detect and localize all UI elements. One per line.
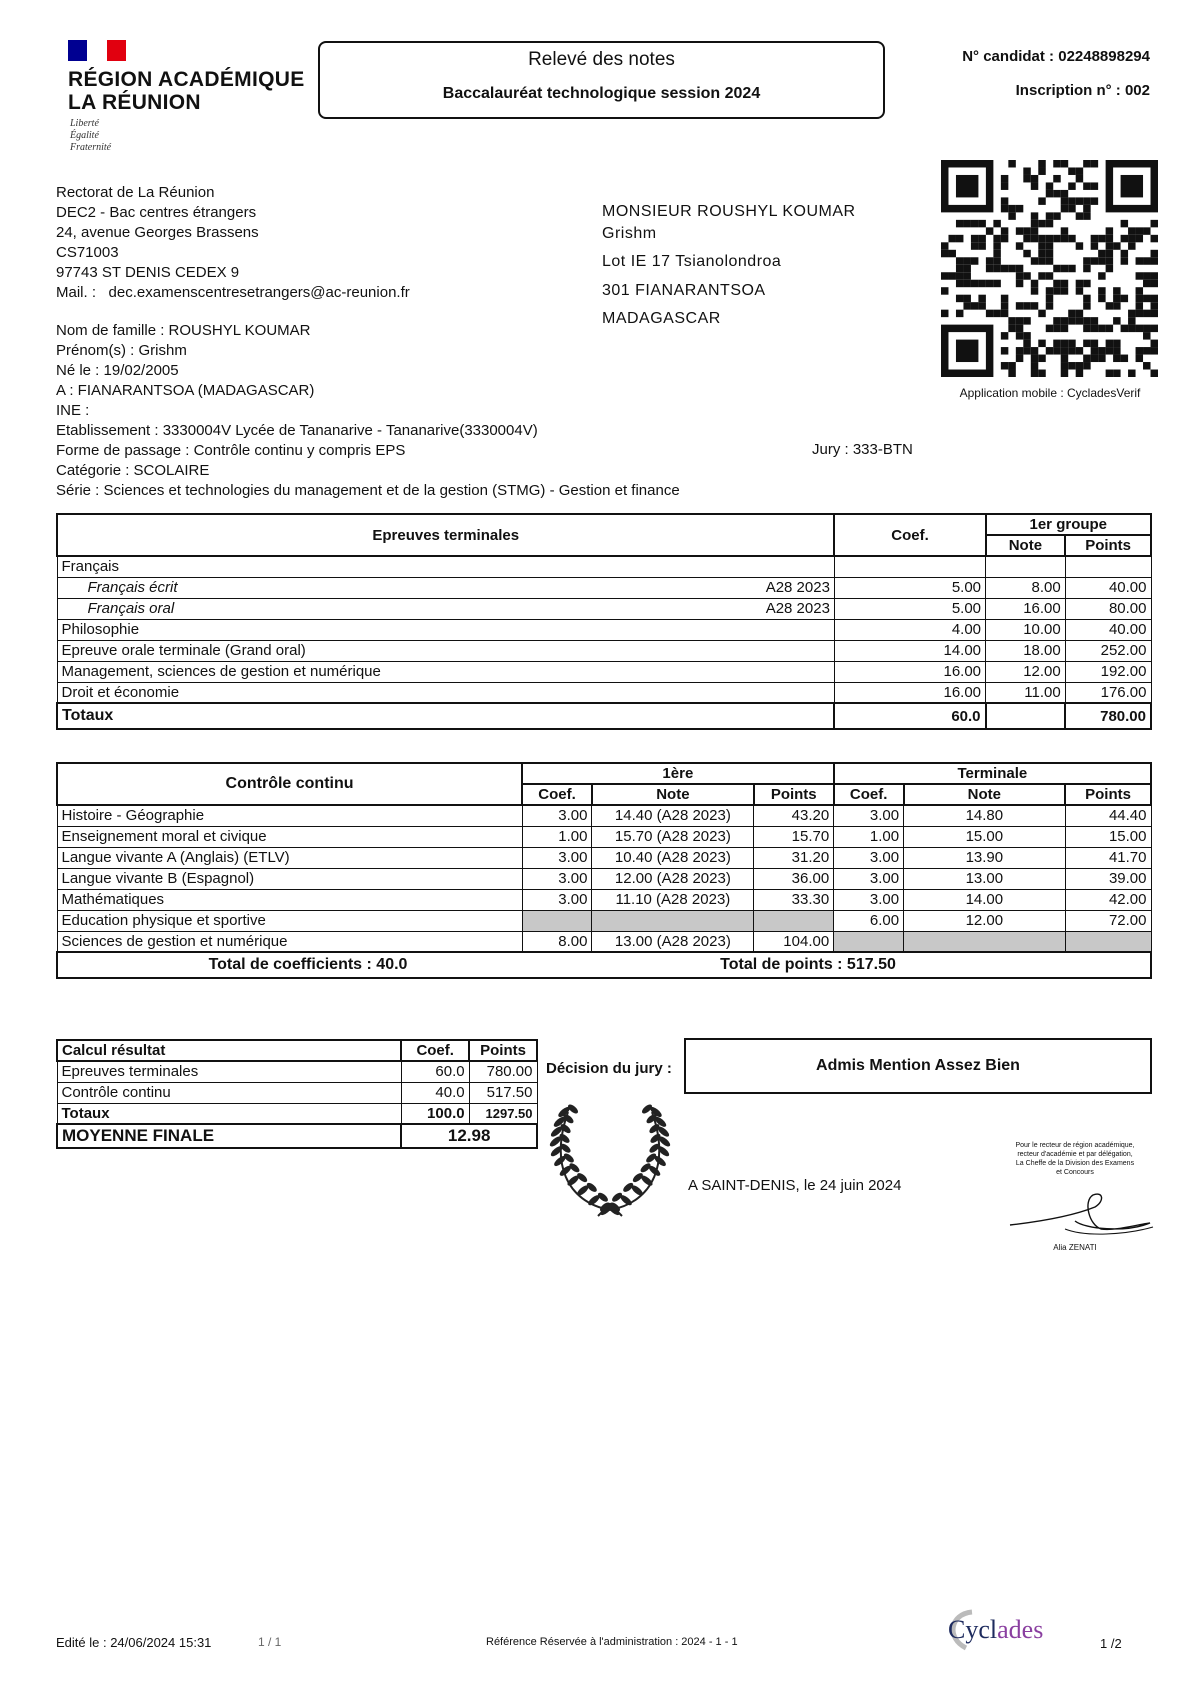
document-subtitle: Baccalauréat technologique session 2024 (442, 85, 761, 102)
document-title-box (318, 41, 885, 119)
calcul-total-points: 1297.50 (469, 1103, 537, 1124)
coef-final: 3.00 (834, 868, 904, 889)
note-final: 14.80 (904, 805, 1066, 826)
note-2-header: Note (904, 784, 1066, 805)
subject-coef (834, 556, 985, 577)
table-row (57, 847, 1151, 868)
controle-continu-table (56, 762, 1152, 979)
subject-points: 40.00 (1065, 619, 1151, 640)
calcul-row-points: 517.50 (469, 1082, 537, 1103)
coef-first: 3.00 (522, 847, 592, 868)
subject-session (762, 682, 835, 703)
table-row (57, 910, 1151, 931)
recipient-address: MONSIEUR ROUSHYL KOUMAR Grishm Lot IE 17 Tsianolondroa 301 FIANARANTSOA MADAGASCAR (602, 203, 856, 327)
qr-code-icon (941, 160, 1158, 377)
subject-session (762, 640, 835, 661)
subject-coef: 14.00 (834, 640, 985, 661)
subject-note: 10.00 (986, 619, 1066, 640)
laurel-seal-icon (546, 1092, 674, 1224)
table-row (57, 619, 1151, 640)
marianne-flag-icon (68, 40, 126, 61)
points-final: 41.70 (1065, 847, 1151, 868)
cyclades-logo-start: Cycl (948, 1615, 998, 1644)
total-points: Total de points : 517.50 (720, 956, 896, 973)
subject-label: Français oral (57, 598, 762, 619)
note-final: 13.00 (904, 868, 1066, 889)
epreuves-total-points: 780.00 (1065, 703, 1151, 729)
calcul-total-label: Totaux (57, 1103, 401, 1124)
subject-points: 252.00 (1065, 640, 1151, 661)
subject-note (986, 556, 1066, 577)
points-final: 42.00 (1065, 889, 1151, 910)
coef-final: 3.00 (834, 805, 904, 826)
subject-note: 16.00 (986, 598, 1066, 619)
note-final: 13.90 (904, 847, 1066, 868)
coef-first: 1.00 (522, 826, 592, 847)
coef-2-header: Coef. (834, 784, 904, 805)
subject-label: Mathématiques (57, 889, 522, 910)
controle-totals (57, 952, 1151, 978)
subject-label: Histoire - Géographie (57, 805, 522, 826)
calcul-row-label: Contrôle continu (57, 1082, 401, 1103)
table-row (57, 805, 1151, 826)
subject-label: Français (57, 556, 762, 577)
decision-label: Décision du jury : (546, 1060, 672, 1077)
note-1-header: Note (592, 784, 754, 805)
region-brand: RÉGION ACADÉMIQUE LA RÉUNION (68, 68, 305, 114)
subject-points: 80.00 (1065, 598, 1151, 619)
subject-coef: 4.00 (834, 619, 985, 640)
calcul-row-points: 780.00 (469, 1061, 537, 1082)
first-year-header: 1ère (522, 763, 834, 784)
coef-final (834, 931, 904, 952)
subject-label: Philosophie (57, 619, 762, 640)
table-row (57, 556, 1151, 577)
subject-session: A28 2023 (762, 598, 835, 619)
points-final: 44.40 (1065, 805, 1151, 826)
table-row (57, 661, 1151, 682)
subject-label: Droit et économie (57, 682, 762, 703)
controle-header: Contrôle continu (57, 763, 522, 805)
cyclades-logo (948, 1615, 1043, 1645)
calcul-row-coef: 60.0 (401, 1061, 469, 1082)
subject-label: Enseignement moral et civique (57, 826, 522, 847)
coef-first: 3.00 (522, 889, 592, 910)
coef-first: 8.00 (522, 931, 592, 952)
coef-final: 3.00 (834, 847, 904, 868)
note-first: 13.00 (A28 2023) (592, 931, 754, 952)
note-final: 12.00 (904, 910, 1066, 931)
points-1-header: Points (754, 784, 834, 805)
subject-session (762, 661, 835, 682)
points-final: 39.00 (1065, 868, 1151, 889)
points-first: 31.20 (754, 847, 834, 868)
note-first: 10.40 (A28 2023) (592, 847, 754, 868)
table-row (57, 682, 1151, 703)
note-first: 15.70 (A28 2023) (592, 826, 754, 847)
subject-points: 176.00 (1065, 682, 1151, 703)
subject-points: 40.00 (1065, 577, 1151, 598)
coef-final: 6.00 (834, 910, 904, 931)
note-final: 14.00 (904, 889, 1066, 910)
qr-caption: Application mobile : CycladesVerif (959, 386, 1141, 400)
calcul-points-header: Points (469, 1040, 537, 1061)
subject-label: Langue vivante B (Espagnol) (57, 868, 522, 889)
points-first: 43.20 (754, 805, 834, 826)
epreuves-total-label: Totaux (57, 703, 834, 729)
note-first: 11.10 (A28 2023) (592, 889, 754, 910)
coef-first: 3.00 (522, 868, 592, 889)
calcul-row-label: Epreuves terminales (57, 1061, 401, 1082)
epreuves-terminales-table (56, 513, 1152, 730)
note-first (592, 910, 754, 931)
sender-address: Rectorat de La Réunion DEC2 - Bac centres étrangers 24, avenue Georges Brassens CS71003 97743 ST DENIS CEDEX 9 Mail. : dec.examenscentresetrangers@ac-reunion.fr (56, 184, 410, 301)
table-row (57, 826, 1151, 847)
subject-label: Management, sciences de gestion et numérique (57, 661, 762, 682)
admin-reference: Référence Réservée à l'administration : 2024 - 1 - 1 (486, 1636, 738, 1648)
note-final (904, 931, 1066, 952)
republic-motto: Liberté Égalité Fraternité (70, 118, 112, 153)
final-year-header: Terminale (834, 763, 1151, 784)
inscription-number: Inscription n° : 002 (1015, 82, 1150, 99)
document-title: Relevé des notes (528, 49, 675, 70)
signatory-name: Alia ZENATI (1053, 1243, 1097, 1252)
edited-date: Edité le : 24/06/2024 15:31 (56, 1635, 212, 1650)
signatory-title: Pour le recteur de région académique, recteur d'académie et par délégation, La Cheffe de la Division des Examens et Concours (1015, 1142, 1135, 1176)
subject-label: Sciences de gestion et numérique (57, 931, 522, 952)
note-header: Note (986, 535, 1066, 556)
points-first: 15.70 (754, 826, 834, 847)
note-first: 12.00 (A28 2023) (592, 868, 754, 889)
total-coefficients: Total de coefficients : 40.0 (208, 956, 408, 973)
subject-note: 12.00 (986, 661, 1066, 682)
note-final: 15.00 (904, 826, 1066, 847)
candidate-number: N° candidat : 02248898294 (962, 48, 1150, 65)
subject-coef: 16.00 (834, 682, 985, 703)
table-row (57, 640, 1151, 661)
points-first: 33.30 (754, 889, 834, 910)
note-first: 14.40 (A28 2023) (592, 805, 754, 826)
coef-header: Coef. (834, 514, 985, 556)
coef-first (522, 910, 592, 931)
points-first (754, 910, 834, 931)
calcul-resultat-table (56, 1039, 538, 1149)
subject-session (762, 619, 835, 640)
points-first: 104.00 (754, 931, 834, 952)
subject-session: A28 2023 (762, 577, 835, 598)
jury-decision: Admis Mention Assez Bien (684, 1038, 1152, 1094)
subject-label: Langue vivante A (Anglais) (ETLV) (57, 847, 522, 868)
points-2-header: Points (1065, 784, 1151, 805)
final-average-value: 12.98 (401, 1124, 537, 1148)
subject-points: 192.00 (1065, 661, 1151, 682)
subject-points (1065, 556, 1151, 577)
points-final: 72.00 (1065, 910, 1151, 931)
calcul-coef-header: Coef. (401, 1040, 469, 1061)
table-row (57, 577, 1151, 598)
group-header: 1er groupe (986, 514, 1151, 535)
subject-label: Epreuve orale terminale (Grand oral) (57, 640, 762, 661)
epreuves-total-coef: 60.0 (834, 703, 985, 729)
final-average-label: MOYENNE FINALE (57, 1124, 401, 1148)
page-number: 1 /2 (1100, 1636, 1122, 1651)
table-row (57, 868, 1151, 889)
candidate-identity: Nom de famille : ROUSHYL KOUMAR Prénom(s) : Grishm Né le : 19/02/2005 A : FIANARANTSOA (MADAGASCAR) INE : Etablissement : 3330004V Lycée de Tananarive - Tananarive(3330004V) Forme de passage : Contrôle continu y compris EPS Catégorie : SCOLAIRE Série : Sciences et technologies du management et de la gestion (STMG) - Gestion et finance (56, 322, 680, 499)
place-date: A SAINT-DENIS, le 24 juin 2024 (688, 1177, 902, 1194)
calcul-row-coef: 40.0 (401, 1082, 469, 1103)
points-final (1065, 931, 1151, 952)
sender-mail: dec.examenscentresetrangers@ac-reunion.fr (108, 284, 410, 301)
coef-first: 3.00 (522, 805, 592, 826)
jury-code: Jury : 333-BTN (812, 441, 913, 458)
subject-label: Education physique et sportive (57, 910, 522, 931)
subject-coef: 5.00 (834, 598, 985, 619)
subject-note: 8.00 (986, 577, 1066, 598)
points-header: Points (1065, 535, 1151, 556)
subject-coef: 16.00 (834, 661, 985, 682)
subject-label: Français écrit (57, 577, 762, 598)
calcul-total-coef: 100.0 (401, 1103, 469, 1124)
coef-final: 3.00 (834, 889, 904, 910)
coef-final: 1.00 (834, 826, 904, 847)
subject-session (762, 556, 835, 577)
inner-page-count: 1 / 1 (258, 1635, 282, 1649)
points-final: 15.00 (1065, 826, 1151, 847)
epreuves-header: Epreuves terminales (57, 514, 834, 556)
subject-note: 11.00 (986, 682, 1066, 703)
calcul-header: Calcul résultat (57, 1040, 401, 1061)
cyclades-logo-end: ades (997, 1615, 1044, 1644)
signature-icon (1005, 1185, 1155, 1245)
table-row (57, 931, 1151, 952)
subject-note: 18.00 (986, 640, 1066, 661)
coef-1-header: Coef. (522, 784, 592, 805)
table-row (57, 598, 1151, 619)
subject-coef: 5.00 (834, 577, 985, 598)
points-first: 36.00 (754, 868, 834, 889)
table-row (57, 889, 1151, 910)
